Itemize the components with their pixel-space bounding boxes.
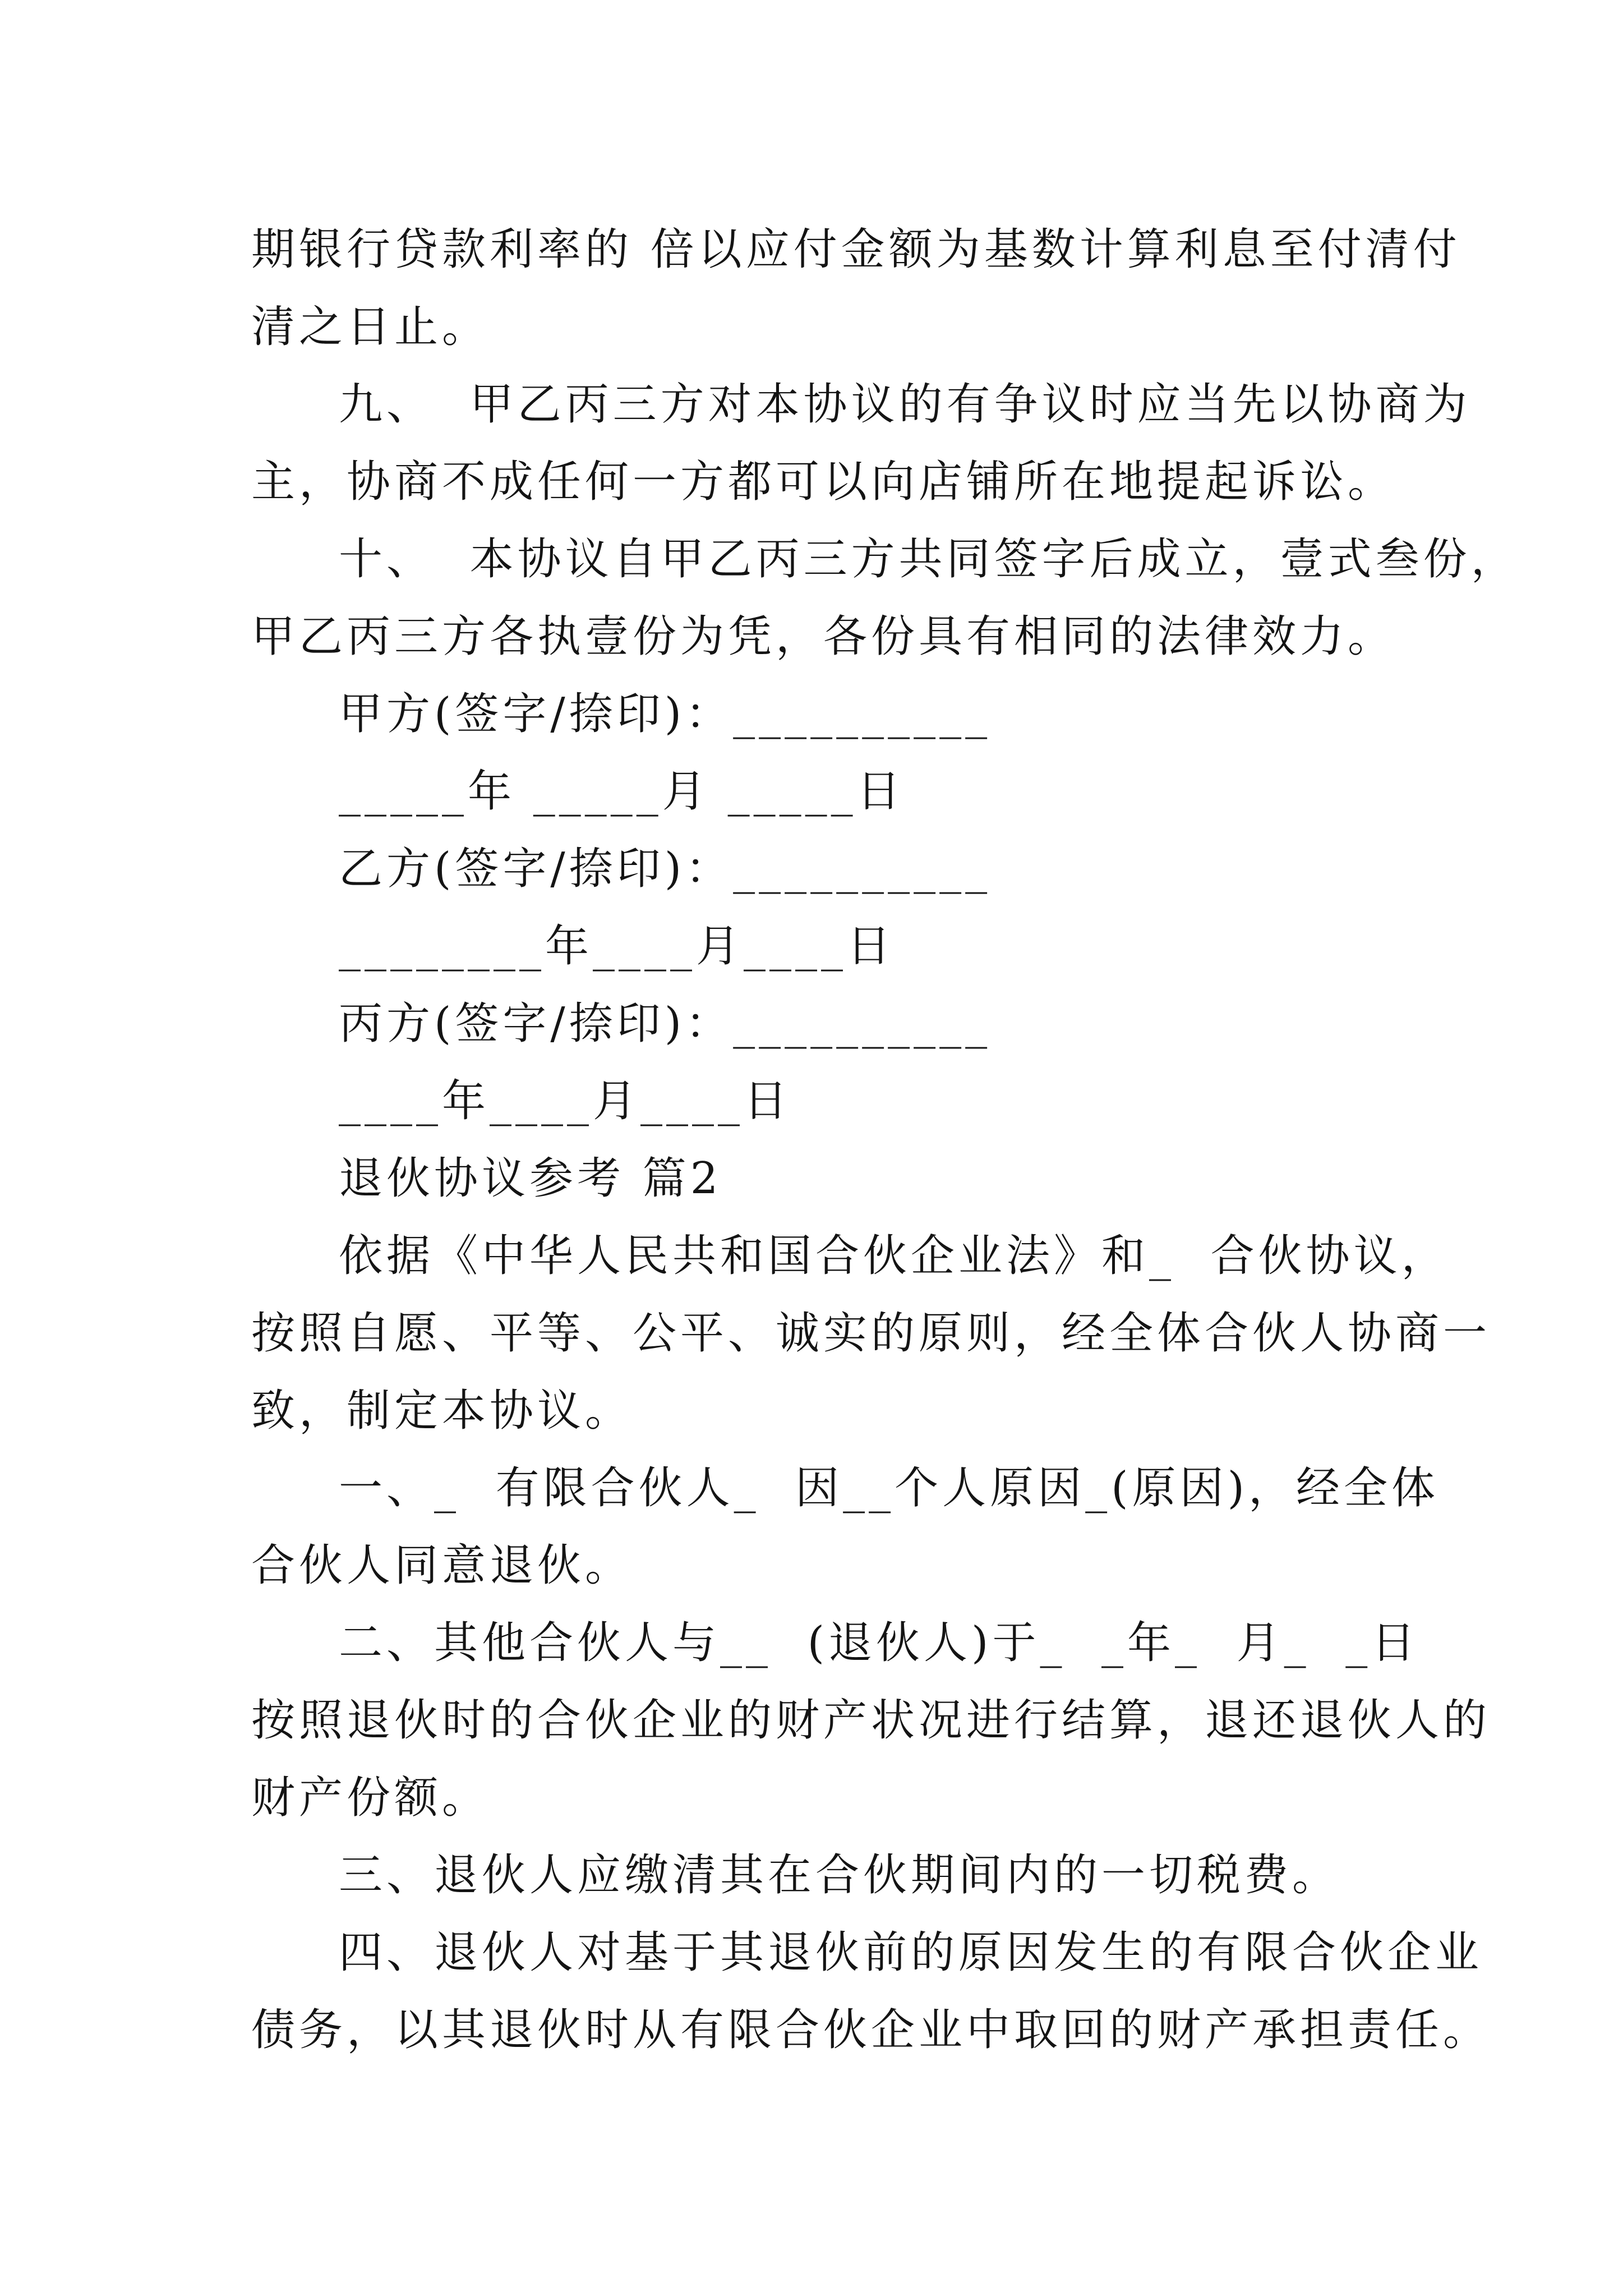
preamble: 依据《中华人民共和国合伙企业法》和_ 合伙协议， (339, 1231, 1449, 1281)
text-line: 按照自愿、平等、公平、诚实的原则，经全体合伙人协商一 (251, 1308, 1491, 1359)
party-c-signature: 丙方(签字/捺印)：__________ (339, 999, 992, 1049)
clause-one: 一、_ 有限合伙人_ 因__个人原因_(原因)，经全体 (339, 1463, 1440, 1513)
clause-two: 二、其他合伙人与__ (退伙人)于_ _年_ 月_ _日 (339, 1618, 1419, 1668)
party-b-signature: 乙方(签字/捺印)：__________ (339, 844, 992, 894)
text-line: 清之日止。 (251, 302, 490, 352)
clause-three: 三、退伙人应缴清其在合伙期间内的一切税费。 (339, 1850, 1340, 1901)
clause-ten: 十、 本协议自甲乙丙三方共同签字后成立，壹式叁份， (339, 534, 1519, 585)
text-line: 合伙人同意退伙。 (251, 1540, 633, 1591)
text-line: 按照退伙时的合伙企业的财产状况进行结算，退还退伙人的 (251, 1695, 1491, 1746)
party-b-date: ________年____月____日 (339, 921, 895, 972)
text-line: 财产份额。 (251, 1773, 490, 1823)
party-c-date: ____年____月____日 (339, 1076, 792, 1126)
section-heading: 退伙协议参考 篇2 (339, 1153, 722, 1204)
clause-four: 四、退伙人对基于其退伙前的原因发生的有限合伙企业 (339, 1927, 1483, 1978)
text-line: 主，协商不成任何一方都可以向店铺所在地提起诉讼。 (251, 457, 1396, 507)
text-line: 甲乙丙三方各执壹份为凭，各份具有相同的法律效力。 (251, 611, 1396, 662)
party-a-date: _____年 _____月 _____日 (339, 766, 905, 817)
party-a-signature: 甲方(签字/捺印)：__________ (339, 689, 992, 739)
text-line: 债务，以其退伙时从有限合伙企业中取回的财产承担责任。 (251, 2005, 1491, 2055)
clause-nine: 九、 甲乙丙三方对本协议的有争议时应当先以协商为 (339, 379, 1471, 430)
text-line: 期银行贷款利率的 倍以应付金额为基数计算利息至付清付 (251, 224, 1461, 275)
text-line: 致，制定本协议。 (251, 1386, 633, 1436)
document-body (251, 211, 1519, 2069)
